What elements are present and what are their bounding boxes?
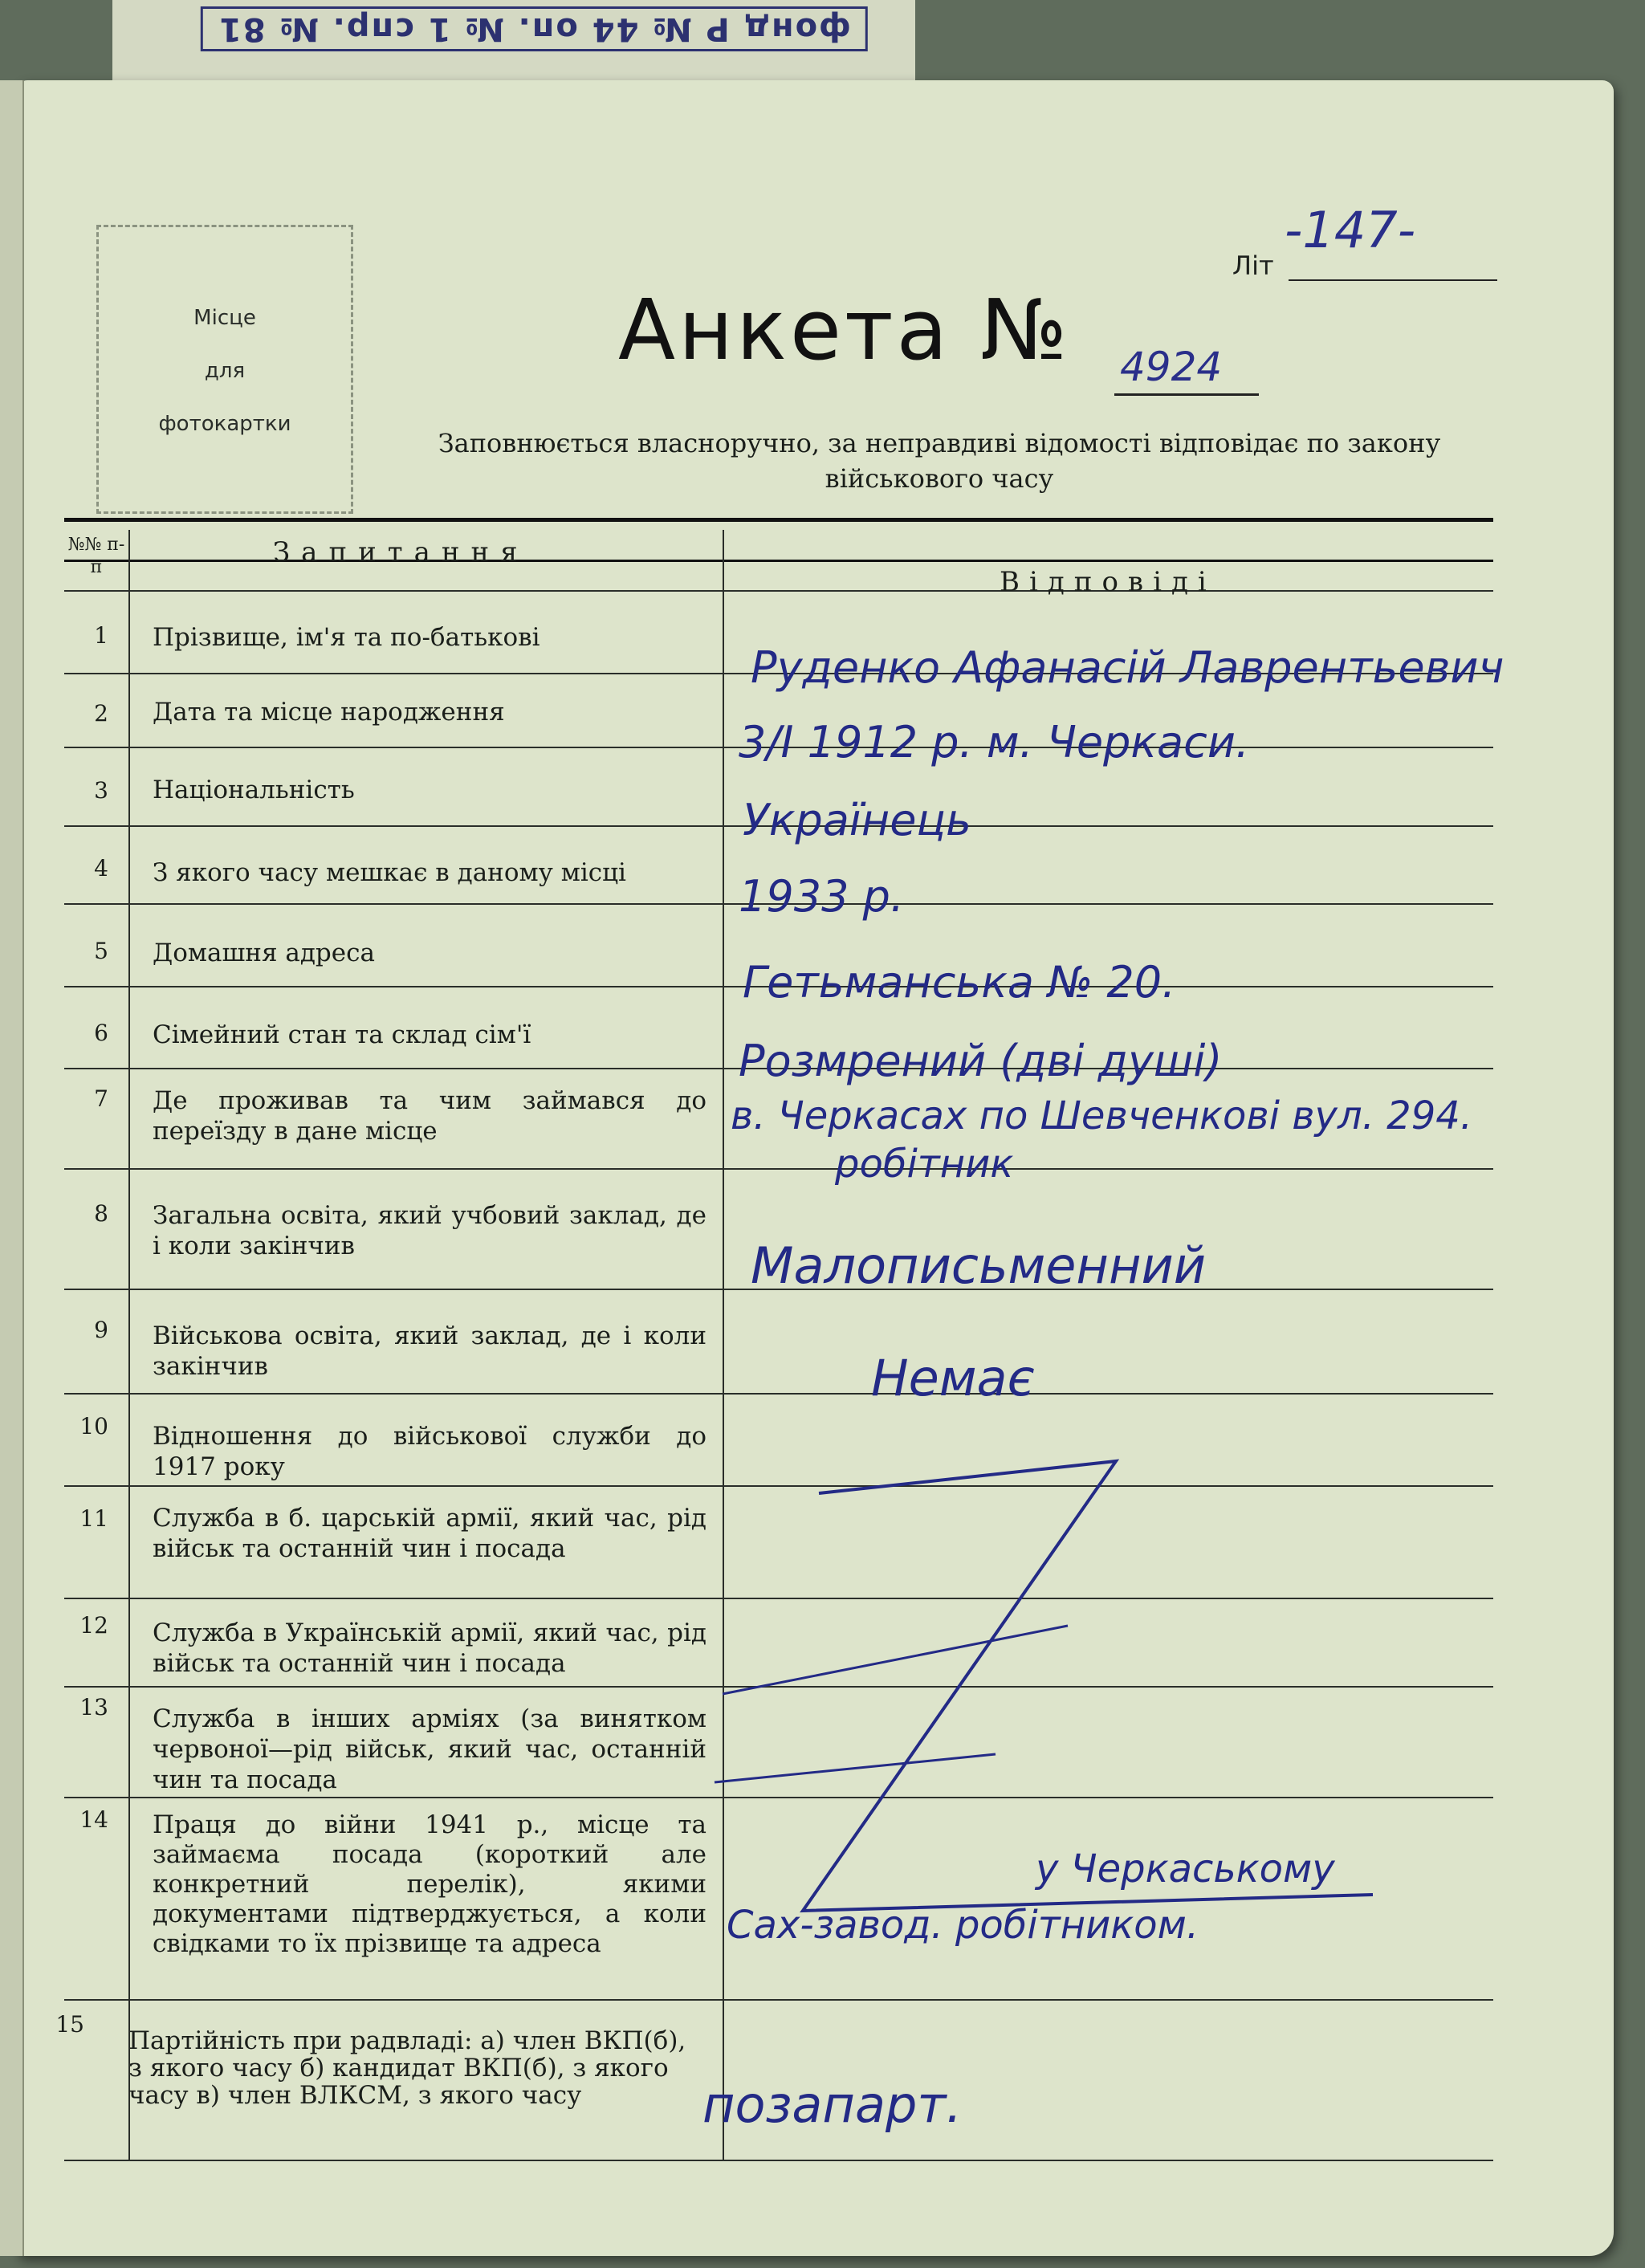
photo-label-1: Місце [193,306,256,330]
row-question: Служба в інших арміях (за винятком червоної—рід військ, який час, останній чин та посада [153,1704,706,1794]
lit-label: Літ [1232,250,1274,281]
form-subtitle: Заповнюється власноручно, за неправдиві відомості відповідає по закону військового часу [438,428,1441,494]
row-answer: Руденко Афанасій Лаврентьевич [751,642,1505,693]
row-question: Домашня адреса [153,939,375,967]
row-question: Загальна освіта, який учбовий заклад, де і коли закінчив [153,1201,706,1260]
row-answer-line-2: Сах-завод. робітником. [727,1903,1199,1948]
form-number: 4924 [1120,344,1223,390]
row-number: 8 [94,1200,108,1227]
row-number: 6 [94,1020,108,1046]
cross-stroke-1 [723,1626,1068,1694]
row-answer: 3/I 1912 р. м. Черкаси. [739,717,1250,768]
cross-stroke-2 [715,1754,996,1782]
lit-value: -147- [1285,201,1416,259]
row-number: 14 [79,1806,108,1833]
row-answer: Українець [743,795,972,845]
row-question: Партійність при радвладі: а) член ВКП(б), з якого часу б) кандидат ВКП(б), з якого часу в) член ВЛКСМ, з якого часу [128,2026,686,2110]
row-question: Служба в Українській армії, який час, рід військ та останній чин і посада [153,1619,706,1678]
row-answer: Розмрений (дві душі) [739,1036,1223,1086]
row-answer-line-2: робітник [835,1142,1014,1187]
row-number: 10 [79,1413,108,1439]
header-number: №№ п-п [67,535,125,577]
row-number: 5 [94,938,108,964]
photo-label-2: для [204,359,246,383]
row-number: 12 [79,1612,108,1639]
row-answer: 1933 р. [739,871,905,922]
row-answer: позапарт. [702,2075,963,2134]
row-question: Служба в б. царській армії, який час, рід військ та останній чин і посада [153,1504,706,1563]
row-answer: Немає [871,1349,1035,1407]
row-question: Національність [153,776,355,804]
row-number: 11 [79,1505,108,1532]
row-question: Де проживав та чим займався до переїзду в дане місце [153,1086,706,1146]
z-stroke-path [803,1461,1373,1911]
row-number: 2 [94,700,108,727]
header-answer: Відповіді [1000,566,1216,598]
row-answer: у Черкаському [1036,1847,1335,1891]
photo-label-3: фотокартки [158,412,291,436]
row-answer: Гетьманська № 20. [743,957,1176,1008]
form-title: Анкета № [618,281,1071,379]
row-question: Дата та місце народження [153,698,505,727]
row-answer: Малописьменний [751,1236,1207,1295]
row-question: Військова освіта, який заклад, де і коли закінчив [153,1321,706,1381]
row-number: 4 [94,855,108,882]
archive-stamp: фонд Р № 44 оп. № 1 спр. № 81 [201,6,868,51]
header-question: Запитання [273,536,529,568]
row-number: 1 [94,622,108,649]
row-number: 7 [94,1085,108,1112]
row-question: Відношення до військової служби до 1917 року [153,1422,706,1481]
row-number: 9 [94,1317,108,1343]
row-number: 3 [94,777,108,804]
row-answer: в. Черкасах по Шевченкові вул. 294. [731,1093,1473,1138]
row-question: З якого часу мешкає в даному місці [153,858,626,887]
row-question: Сімейний стан та склад сім'ї [153,1020,531,1049]
row-number: 13 [79,1694,108,1720]
row-question: Прізвище, ім'я та по-батькові [153,623,540,652]
row-number: 15 [55,2011,84,2038]
row-question: Праця до війни 1941 р., місце та займаєма посада (короткий але конкретний перелік), якими документами підтверджується, а коли свідками то їх прізвище та адреса [153,1810,706,1958]
